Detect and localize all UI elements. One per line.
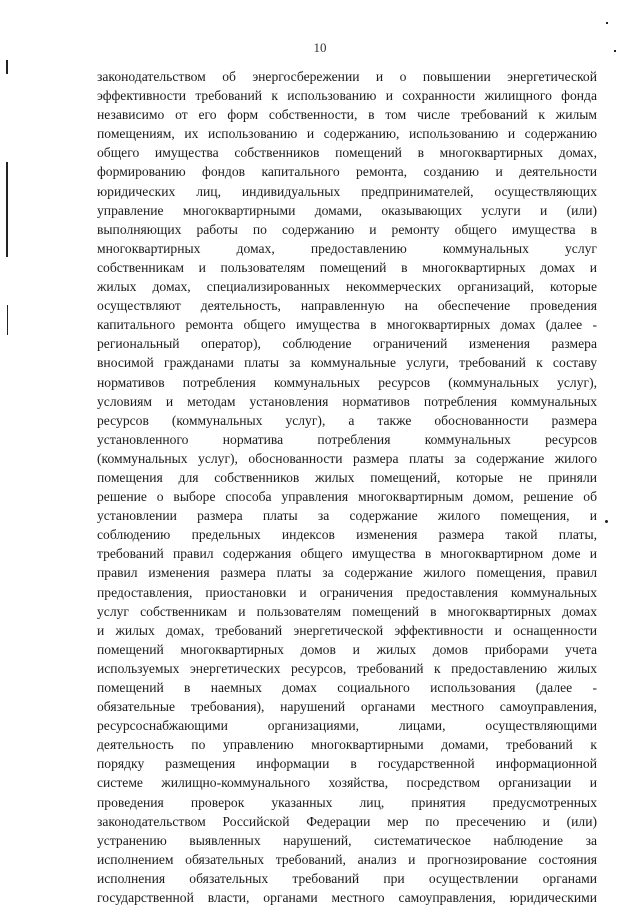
- text-line: проведения проверок указанных лиц, принятия предусмотренных: [97, 794, 597, 810]
- scan-artifact-mark: [7, 305, 8, 335]
- text-line: нормативов потребления коммунальных ресурсов (коммунальных услуг),: [97, 374, 597, 390]
- text-line: обязательные требования), нарушений органами местного самоуправления,: [97, 699, 597, 715]
- text-line: (коммунальных услуг), обоснованности размера платы за содержание жилого: [97, 450, 597, 466]
- text-line: общего имущества собственников помещений в многоквартирных домах,: [97, 145, 597, 161]
- text-line: правил изменения размера платы за содержание жилого помещения, правил: [97, 565, 597, 581]
- text-line: и жилых домах, требований энергетической эффективности и оснащенности: [97, 622, 597, 638]
- text-line: деятельность по управлению многоквартирными домами, требований к: [97, 737, 597, 753]
- text-line: многоквартирных домах, предоставлению коммунальных услуг: [97, 240, 597, 256]
- scan-artifact-mark: [605, 520, 608, 523]
- body-text: [97, 67, 597, 907]
- text-line: осуществляют деятельность, направленную на обеспечение проведения: [97, 298, 597, 314]
- text-line: эффективности требований к использованию и сохранности жилищного фонда: [97, 88, 597, 104]
- text-line: установленного норматива потребления коммунальных ресурсов: [97, 431, 597, 447]
- text-line: независимо от его форм собственности, в том числе требований к жилым: [97, 107, 597, 123]
- text-line: помещения для собственников жилых помещений, которые не приняли: [97, 469, 597, 485]
- text-line: порядку размещения информации в государственной информационной: [97, 756, 597, 772]
- text-line: решение о выборе способа управления многоквартирным домом, решение об: [97, 489, 597, 505]
- scan-artifact-mark: [6, 162, 8, 257]
- text-line: предоставления, приостановки и ограничения предоставления коммунальных: [97, 584, 597, 600]
- text-line: собственникам и пользователям помещений в многоквартирных домах и: [97, 259, 597, 275]
- text-line: выполняющих работы по содержанию и ремонту общего имущества в: [97, 221, 597, 237]
- text-line: помещений многоквартирных домов и жилых домов приборами учета: [97, 641, 597, 657]
- text-line: помещений в наемных домах социального использования (далее -: [97, 680, 597, 695]
- text-line: государственной власти, органами местного самоуправления, юридическими: [97, 890, 597, 906]
- text-line: управление многоквартирными домами, оказывающих услуги и (или): [97, 202, 597, 218]
- text-line: региональный оператор), соблюдение ограничений изменения размера: [97, 336, 597, 352]
- text-line: исполнением обязательных требований, анализ и прогнозирование состояния: [97, 851, 597, 867]
- text-line: используемых энергетических ресурсов, требований к предоставлению жилых: [97, 660, 597, 676]
- text-line: капитального ремонта общего имущества в многоквартирных домах (далее -: [97, 317, 597, 333]
- text-line: устранению выявленных нарушений, систематическое наблюдение за: [97, 832, 597, 848]
- text-line: вносимой гражданами платы за коммунальные услуги, требований к составу: [97, 355, 597, 371]
- text-line: системе жилищно-коммунального хозяйства, посредством организации и: [97, 775, 597, 791]
- page-number: 10: [313, 40, 327, 55]
- scan-artifact-mark: [6, 60, 8, 74]
- text-line: ресурсов (коммунальных услуг), а также обоснованности размера: [97, 412, 597, 428]
- text-line: жилых домах, специализированных некоммерческих организаций, которые: [97, 279, 597, 295]
- text-line: юридических лиц, индивидуальных предпринимателей, осуществляющих: [97, 183, 597, 199]
- scan-artifact-mark: [614, 50, 616, 52]
- text-line: услуг собственникам и пользователям помещений в многоквартирных домах: [97, 603, 597, 619]
- text-line: формированию фондов капитального ремонта, созданию и деятельности: [97, 164, 597, 180]
- text-line: законодательством об энергосбережении и о повышении энергетической: [97, 69, 597, 84]
- text-line: требований правил содержания общего имущества в многоквартирном доме и: [97, 546, 597, 562]
- text-line: исполнения обязательных требований при осуществлении органами: [97, 870, 597, 886]
- text-line: помещениям, их использованию и содержанию, использованию и содержанию: [97, 126, 597, 142]
- text-line: условиям и методам установления нормативов потребления коммунальных: [97, 393, 597, 409]
- scan-artifact-mark: [606, 22, 608, 24]
- text-line: соблюдению предельных индексов изменения размера такой платы,: [97, 527, 597, 543]
- text-line: законодательством Российской Федерации мер по пресечению и (или): [97, 813, 597, 829]
- text-line: ресурсоснабжающими организациями, лицами, осуществляющими: [97, 718, 597, 734]
- text-line: установлении размера платы за содержание жилого помещения, и: [97, 508, 597, 524]
